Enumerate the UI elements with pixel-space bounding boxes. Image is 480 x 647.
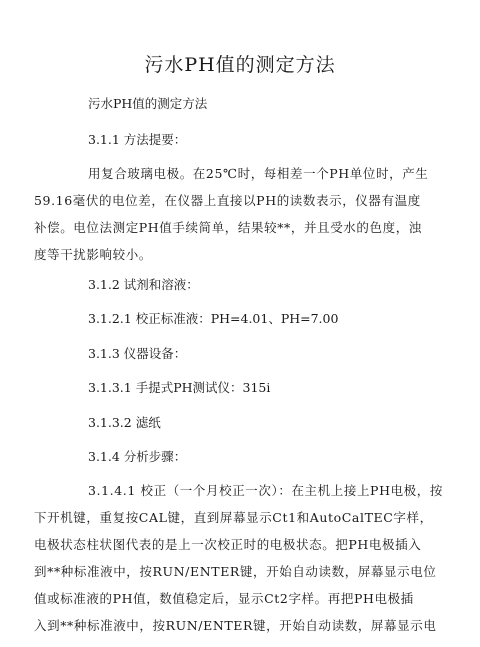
paragraph-line: 度等干扰影响较小。 xyxy=(34,247,152,262)
section-heading-3-1-1: 3.1.1 方法提要： xyxy=(88,132,187,147)
paragraph-line: 3.1.4.1 校正（一个月校正一次）：在主机上接上PH电极，按 xyxy=(88,483,443,498)
section-heading-3-1-4: 3.1.4 分析步骤： xyxy=(88,449,187,464)
section-item-3-1-2-1: 3.1.2.1 校正标准液：PH=4.01、PH=7.00 xyxy=(88,311,339,326)
paragraph-line: 下开机键，重复按CAL键，直到屏幕显示Ct1和AutoCalTEC字样， xyxy=(34,510,433,525)
section-heading-3-1-3: 3.1.3 仪器设备： xyxy=(88,346,187,361)
section-item-3-1-3-1: 3.1.3.1 手提式PH测试仪：315i xyxy=(88,380,271,395)
paragraph-line: 59.16毫伏的电位差，在仪器上直接以PH的读数表示，仪器有温度 xyxy=(34,193,421,208)
paragraph-line: 用复合玻璃电极。在25℃时，每相差一个PH单位时，产生 xyxy=(88,166,429,181)
section-item-3-1-3-2: 3.1.3.2 滤纸 xyxy=(88,415,161,430)
paragraph-calibration-steps xyxy=(34,477,443,639)
paragraph-line: 电极状态柱状图代表的是上一次校正时的电极状态。把PH电极插入 xyxy=(34,537,422,552)
subtitle-line: 污水PH值的测定方法 xyxy=(88,96,208,111)
paragraph-line: 补偿。电位法测定PH值手续简单，结果较**，并且受水的色度，浊 xyxy=(34,220,422,235)
section-heading-3-1-2: 3.1.2 试剂和溶液： xyxy=(88,277,199,292)
paragraph-line: 入到**种标准液中，按RUN/ENTER键，开始自动读数，屏幕显示电 xyxy=(34,618,437,633)
paragraph-method-summary xyxy=(34,160,429,268)
document-title: 污水PH值的测定方法 xyxy=(144,54,336,76)
paragraph-line: 到**种标准液中，按RUN/ENTER键，开始自动读数，屏幕显示电位 xyxy=(34,564,437,579)
paragraph-line: 值或标准液的PH值，数值稳定后，显示Ct2字样。再把PH电极插 xyxy=(34,591,414,606)
